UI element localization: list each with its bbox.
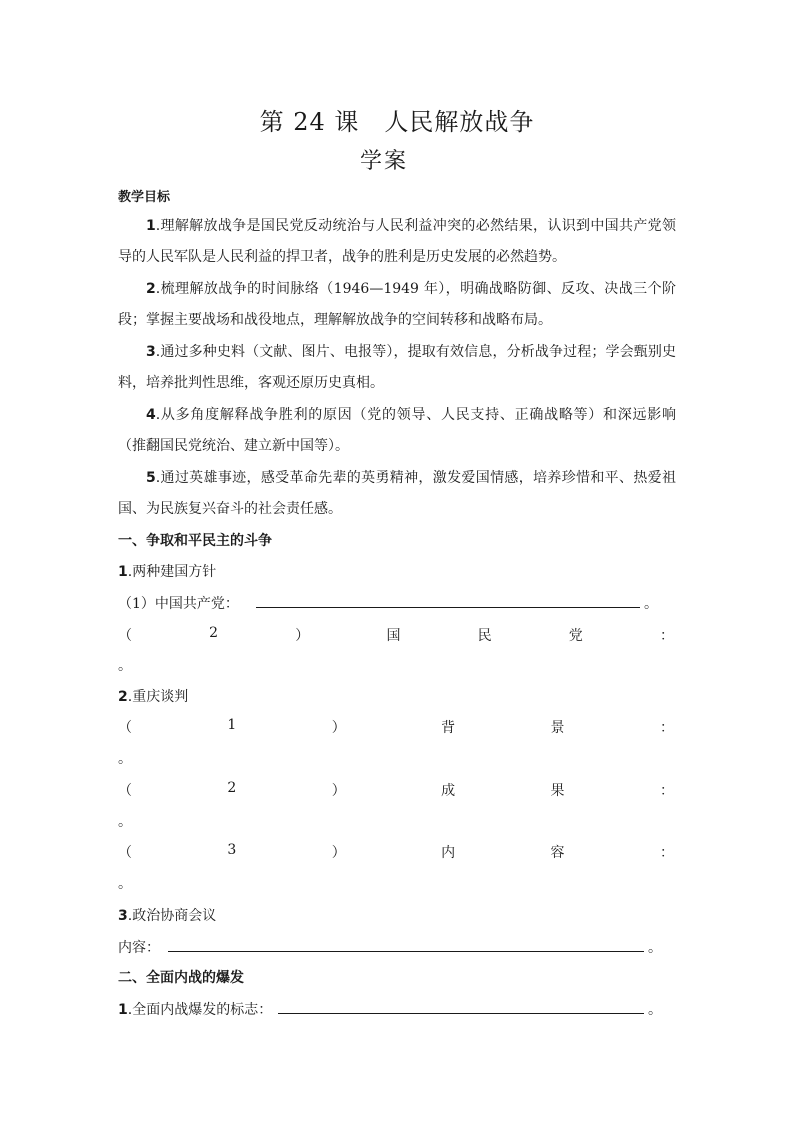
page-title: 第 24 课 人民解放战争: [259, 108, 535, 136]
spread-char: 国: [386, 628, 401, 644]
question-2-3-row: [118, 842, 674, 862]
spread-char: 2: [209, 625, 219, 641]
objective-number: 3: [146, 344, 156, 360]
section-2-heading: 二、全面内战的爆发: [118, 970, 244, 986]
objective-text: .通过多种史料（文献、图片、电报等），提取有效信息，分析战争过程；学会甄别史料，培养批判性思维，客观还原历史真相。: [118, 344, 676, 391]
spread-char: ：: [659, 783, 674, 799]
objective-number: 1: [146, 218, 156, 234]
objective-number: 4: [146, 407, 156, 423]
question-title: .重庆谈判: [127, 689, 189, 705]
spread-char: 容: [550, 845, 565, 861]
objective-1: [118, 211, 676, 273]
spread-char: 民: [477, 628, 492, 644]
question-2-title: [118, 686, 188, 706]
period: 。: [648, 940, 662, 956]
objective-3: [118, 337, 676, 399]
question-title: .全面内战爆发的标志：: [127, 1002, 273, 1018]
spread-char: 成: [441, 783, 456, 799]
spread-char: ）: [295, 628, 310, 644]
question-2-2-row: [118, 780, 674, 800]
period: 。: [118, 751, 132, 767]
period: 。: [118, 876, 132, 892]
question-2-1-row: [118, 717, 674, 737]
objective-text: .从多角度解释战争胜利的原因（党的领导、人民支持、正确战略等）和深远影响（推翻国民党统治、建立新中国等）。: [118, 407, 676, 454]
spread-char: （: [118, 783, 132, 799]
question-1-2-row: [118, 625, 674, 645]
question-title: .两种建国方针: [127, 564, 217, 580]
spread-char: 内: [441, 845, 456, 861]
spread-char: ：: [659, 628, 674, 644]
period: 。: [118, 814, 132, 830]
spread-char: 2: [227, 780, 237, 796]
objective-text: .理解解放战争是国民党反动统治与人民利益冲突的必然结果，认识到中国共产党领导的人民军队是人民利益的捍卫者，战争的胜利是历史发展的必然趋势。: [118, 218, 676, 265]
spread-char: ）: [331, 720, 346, 736]
spread-char: 景: [550, 720, 565, 736]
question-3-content-label: 内容：: [118, 940, 160, 956]
spread-char: 背: [441, 720, 456, 736]
answer-blank[interactable]: [256, 607, 640, 608]
period: 。: [644, 596, 658, 612]
objective-text: .通过英雄事迹，感受革命先辈的英勇精神，激发爱国情感，培养珍惜和平、热爱祖国、为民族复兴奋斗的社会责任感。: [118, 470, 676, 517]
question-number: 2: [118, 689, 128, 705]
objective-number: 5: [146, 470, 156, 486]
objective-2: [118, 274, 676, 336]
question-1-1-label: （1）中国共产党：: [118, 596, 239, 612]
spread-char: （: [118, 845, 132, 861]
spread-char: 1: [227, 717, 237, 733]
objective-text: .梳理解放战争的时间脉络（1946—1949 年），明确战略防御、反攻、决战三个阶段；掌握主要战场和战役地点，理解解放战争的空间转移和战略布局。: [118, 281, 676, 328]
section-1-heading: 一、争取和平民主的斗争: [118, 533, 272, 549]
spread-char: （: [118, 628, 132, 644]
question-number: 1: [118, 1002, 128, 1018]
spread-char: （: [118, 720, 132, 736]
spread-char: ）: [331, 845, 346, 861]
period: 。: [648, 1002, 662, 1018]
objective-4: [118, 400, 676, 462]
spread-char: 3: [227, 842, 237, 858]
question-title: .政治协商会议: [127, 908, 217, 924]
spread-char: ：: [659, 845, 674, 861]
period: 。: [118, 658, 132, 674]
page-subtitle: 学案: [360, 149, 409, 174]
spread-char: ）: [331, 783, 346, 799]
section-2-question-1: [118, 999, 272, 1019]
question-number: 3: [118, 908, 128, 924]
objectives-label: 教学目标: [118, 190, 171, 205]
objective-number: 2: [146, 281, 156, 297]
question-number: 1: [118, 564, 128, 580]
answer-blank[interactable]: [168, 951, 644, 952]
objective-5: [118, 463, 676, 525]
question-1-title: [118, 561, 216, 581]
spread-char: 党: [568, 628, 583, 644]
question-3-title: [118, 905, 216, 925]
spread-char: 果: [550, 783, 565, 799]
spread-char: ：: [659, 720, 674, 736]
answer-blank[interactable]: [278, 1013, 644, 1014]
